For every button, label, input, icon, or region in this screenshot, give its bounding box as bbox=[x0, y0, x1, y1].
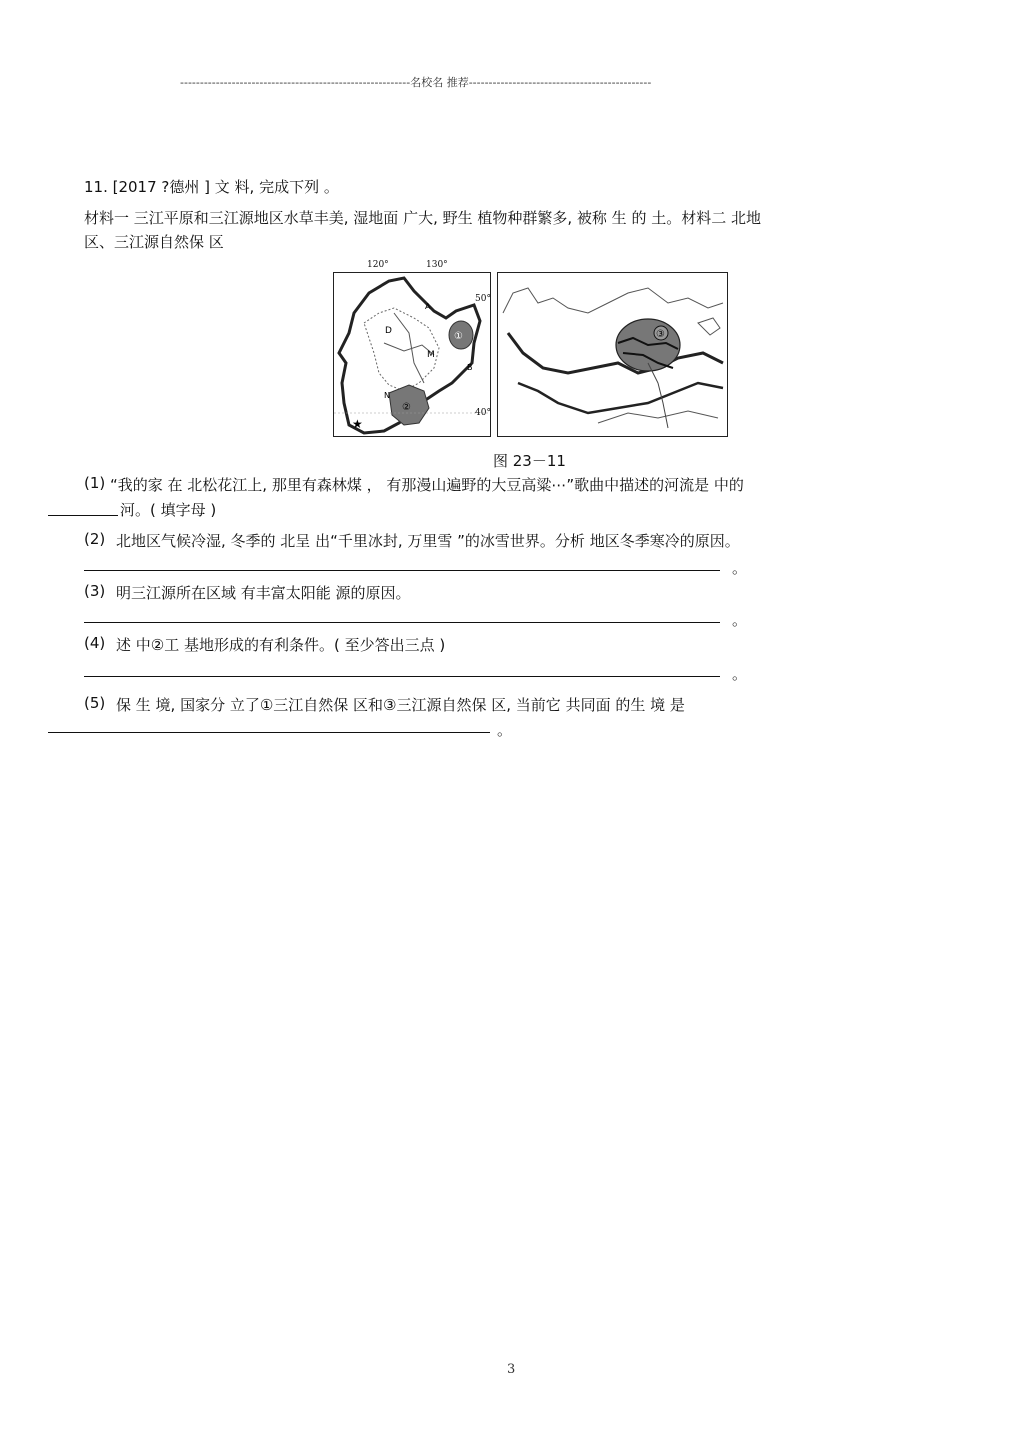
subq-2-end: 。 bbox=[732, 559, 748, 577]
map-letter-m: M bbox=[427, 350, 435, 360]
subq-5-num: (5) bbox=[84, 694, 106, 712]
subq-4-text: 述 中②工 基地形成的有利条件。( 至少答出三点 ) bbox=[116, 636, 446, 654]
answer-line-5[interactable] bbox=[48, 732, 490, 733]
star-icon: ★ bbox=[352, 417, 363, 431]
answer-line-3[interactable] bbox=[84, 622, 720, 623]
map-left-lower-label: ② bbox=[402, 402, 411, 413]
subq-3-num: (3) bbox=[84, 582, 106, 600]
lat-label-50: 50° bbox=[475, 294, 491, 304]
figure-caption: 图 23－11 bbox=[493, 452, 566, 470]
map-letter-n: N bbox=[384, 391, 390, 400]
subq-2-text: 北地区气候冷湿, 冬季的 北呈 出“千里冰封, 万里雪 ”的冰雪世界。分析 地区冬季寒冷的原因。 bbox=[116, 532, 740, 550]
subq-5-end: 。 bbox=[497, 721, 513, 739]
map-right-circle-label: ③ bbox=[656, 329, 665, 340]
material-line-1: 材料一 三江平原和三江源地区水草丰美, 湿地面 广大, 野生 植物种群繁多, 被称 生 的 土。材料二 北地 bbox=[84, 209, 761, 227]
subq-3-end: 。 bbox=[732, 611, 748, 629]
question-title: 11. [2017 ?德州 ] 文 料, 完成下列 。 bbox=[84, 178, 339, 196]
lat-label-40: 40° bbox=[475, 408, 491, 418]
page-header: ----------------------------------------------------------名校名 推荐---------------------------------------------- bbox=[180, 76, 652, 89]
page-number: 3 bbox=[507, 1362, 516, 1377]
subq-4-num: (4) bbox=[84, 634, 106, 652]
answer-blank-1[interactable] bbox=[48, 515, 118, 516]
map-sanjiangyuan bbox=[497, 272, 728, 437]
map-left-circle-label: ① bbox=[454, 331, 463, 342]
subq-5-text: 保 生 境, 国家分 立了①三江自然保 区和③三江源自然保 区, 当前它 共同面 的生 境 是 bbox=[116, 696, 685, 714]
answer-line-4[interactable] bbox=[84, 676, 720, 677]
map-northeast-china bbox=[333, 260, 491, 437]
map-letter-a: A bbox=[425, 302, 431, 311]
map-letter-d: D bbox=[385, 326, 392, 336]
answer-line-2[interactable] bbox=[84, 570, 720, 571]
subq-2-num: (2) bbox=[84, 530, 106, 548]
map-letter-b: B bbox=[467, 363, 473, 372]
subq-1-text-cont: 河。( 填字母 ) bbox=[120, 501, 217, 519]
lon-label-120: 120° bbox=[367, 260, 389, 270]
lon-label-130: 130° bbox=[426, 260, 448, 270]
subq-1-num: (1) bbox=[84, 474, 106, 492]
subq-1-text: “我的家 在 北松花江上, 那里有森林煤 ， 有那漫山遍野的大豆高粱⋯”歌曲中描述的河流是 中的 bbox=[110, 476, 744, 494]
subq-3-text: 明三江源所在区域 有丰富太阳能 源的原因。 bbox=[116, 584, 411, 602]
subq-4-end: 。 bbox=[732, 665, 748, 683]
material-line-2: 区、三江源自然保 区 bbox=[84, 233, 224, 251]
